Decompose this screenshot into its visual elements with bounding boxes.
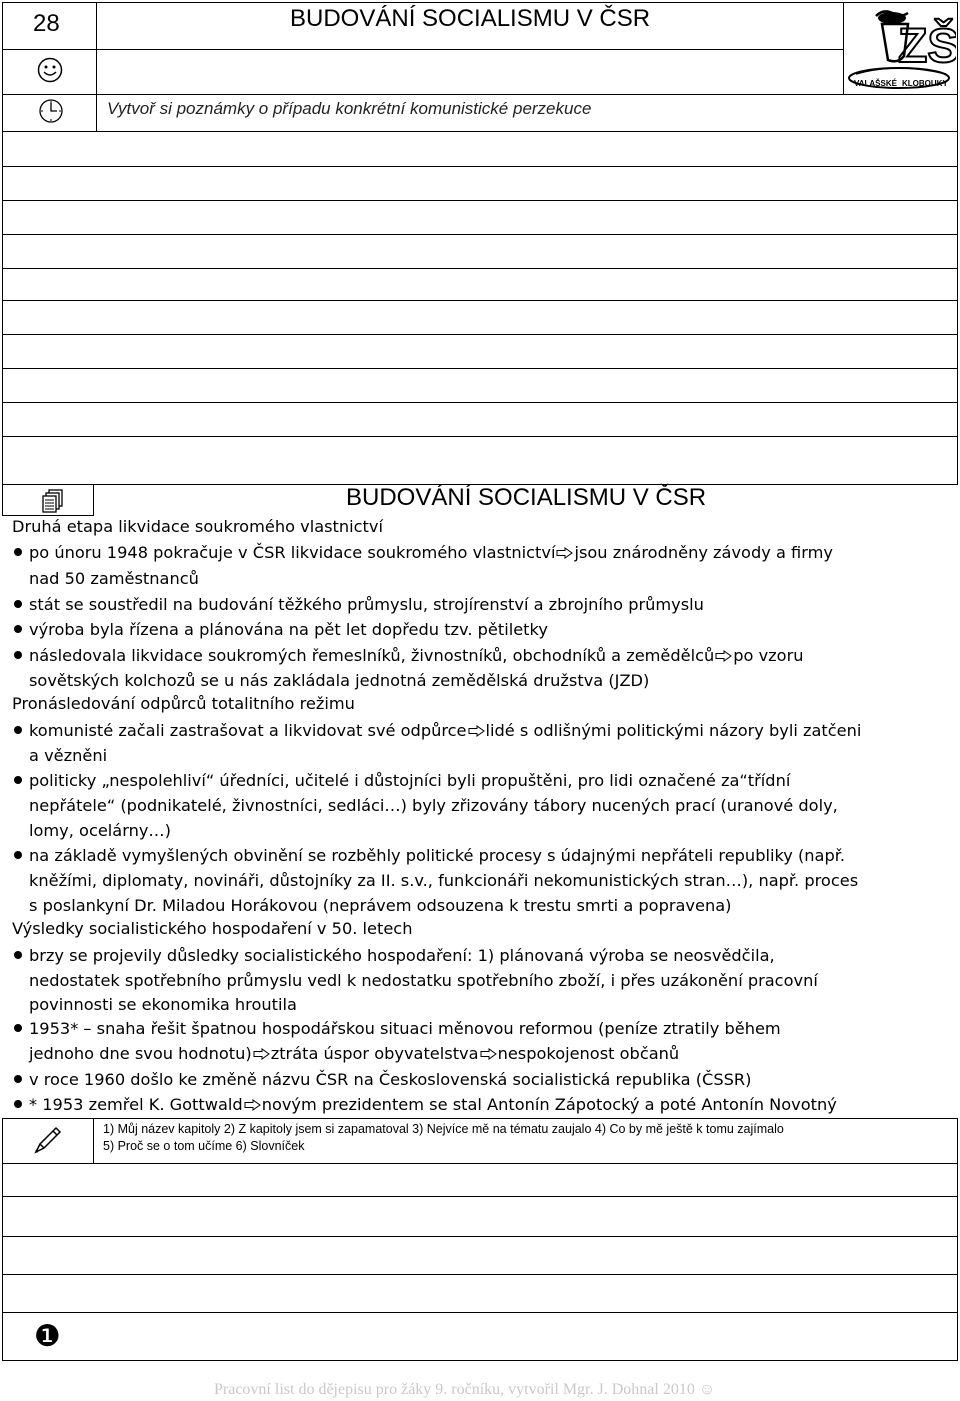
arrow-right-icon	[468, 725, 485, 737]
text-line: v roce 1960 došlo ke změně názvu ČSR na Československá socialistická republika (ČSSR)	[29, 1070, 752, 1089]
text-line: * 1953 zemřel K. Gottwald novým prezidentem se stal Antonín Zápotocký a poté Antonín Novotný	[29, 1095, 837, 1114]
notes-line	[2, 368, 958, 369]
answer-line	[2, 1236, 958, 1237]
footer-credit: Pracovní list do dějepisu pro žáky 9. ročníku, vytvořil Mgr. J. Dohnal 2010 ☺	[214, 1381, 716, 1398]
school-logo	[846, 4, 956, 92]
notes-left-border	[2, 132, 3, 484]
bullet	[14, 1024, 22, 1032]
arrow-right-icon	[715, 650, 732, 662]
logo-text-right: KLOBOUKY	[902, 79, 948, 88]
text-line: nedostatek spotřebního průmyslu vedl k nedostatku spotřebního zboží, i přes uzákonění pracovní	[29, 971, 818, 990]
text-line: politicky „nespolehliví“ úředníci, učitelé i důstojníci byli propuštěni, pro lidi označené za“třídní	[29, 771, 791, 790]
answer-line	[2, 1312, 958, 1313]
bullet	[14, 1100, 22, 1108]
bullet	[14, 625, 22, 633]
answer-left-border	[2, 1164, 3, 1360]
notes-line	[2, 234, 958, 235]
page-title: BUDOVÁNÍ SOCIALISMU V ČSR	[290, 5, 651, 32]
text-line: 1953* – snaha řešit špatnou hospodářskou situaci měnovou reformou (peníze ztratily během	[29, 1019, 781, 1038]
section-title: BUDOVÁNÍ SOCIALISMU V ČSR	[346, 484, 707, 511]
text-line: stát se soustředil na budování těžkého průmyslu, strojírenství a zbrojního průmyslu	[29, 595, 704, 614]
notes-line	[2, 436, 958, 437]
answer-line	[2, 1274, 958, 1275]
notes-line	[2, 300, 958, 301]
subheading-economy: Výsledky socialistického hospodaření v 50. letech	[12, 919, 413, 938]
text-line: jednoho dne svou hodnotu) ztráta úspor obyvatelstva nespokojenost občanů	[29, 1044, 680, 1063]
number-one-marker: ❶	[34, 1319, 61, 1354]
text-line: brzy se projevily důsledky socialistického hospodaření: 1) plánovaná výroba se neosvědčila,	[29, 946, 775, 965]
text-line: sovětských kolchozů se u nás zakládala jednotná zemědělská družstva (JZD)	[29, 671, 650, 690]
arrow-right-icon	[556, 547, 573, 559]
bullet	[14, 1075, 22, 1083]
subheading-persecution: Pronásledování odpůrců totalitního režimu	[12, 694, 355, 713]
text-line: výroba byla řízena a plánována na pět let dopředu tzv. pětiletky	[29, 620, 548, 639]
text-line: následovala likvidace soukromých řemeslníků, živnostníků, obchodníků a zemědělců po vzoru	[29, 646, 804, 665]
reflection-prompt-line-1: 1) Můj název kapitoly 2) Z kapitoly jsem si zapamatoval 3) Nejvíce mě na tématu zaujalo 4) Co by mě ještě k tomu zajímalo	[103, 1122, 784, 1136]
notes-line	[2, 166, 958, 167]
arrow-right-icon	[480, 1048, 497, 1060]
text-line: a vězněni	[29, 746, 108, 765]
arrow-right-icon	[253, 1048, 270, 1060]
notes-right-border	[957, 132, 958, 484]
text-line: komunisté začali zastrašovat a likvidovat své odpůrce lidé s odlišnými politickými názory byli zatčeni	[29, 721, 862, 740]
task-text: Vytvoř si poznámky o případu konkrétní komunistické perzekuce	[107, 99, 592, 118]
text-line: nad 50 zaměstnanců	[29, 569, 199, 588]
answer-line	[2, 1196, 958, 1197]
smiley-row	[96, 49, 844, 95]
clock-icon	[38, 98, 64, 128]
answer-right-border	[957, 1164, 958, 1360]
answer-line	[2, 1360, 958, 1361]
arrow-right-icon	[244, 1099, 261, 1111]
smiley-icon	[37, 57, 63, 87]
text-line: po únoru 1948 pokračuje v ČSR likvidace soukromého vlastnictví jsou znárodněny závody a firmy	[29, 543, 833, 562]
logo-monogram: ZŠ	[898, 20, 956, 73]
notes-line	[2, 334, 958, 335]
bullet	[14, 951, 22, 959]
pencil-icon	[32, 1124, 64, 1160]
reflection-prompt-line-2: 5) Proč se o tom učíme 6) Slovníček	[103, 1139, 305, 1153]
text-line: na základě vymyšlených obvinění se rozběhly politické procesy s údajnými nepřáteli republiky (např.	[29, 846, 846, 865]
text-line: s poslankyní Dr. Miladou Horákovou (neprávem odsouzena k trestu smrti a popravena)	[29, 896, 732, 915]
page-number: 28	[33, 10, 60, 37]
logo-text-left: VALAŠSKÉ	[854, 79, 897, 88]
bullet	[14, 726, 22, 734]
bullet	[14, 548, 22, 556]
notes-line	[2, 200, 958, 201]
bullet	[14, 600, 22, 608]
text-line: kněžími, diplomaty, novináři, důstojníky za II. s.v., funkcionáři nekomunistických stran…), např. proces	[29, 871, 859, 890]
subheading-ownership: Druhá etapa likvidace soukromého vlastnictví	[12, 517, 383, 536]
bullet	[14, 651, 22, 659]
text-line: nepřátele“ (podnikatelé, živnostníci, sedláci…) byly zřizovány tábory nucených prací (uranové doly,	[29, 796, 838, 815]
notes-line	[2, 402, 958, 403]
notes-line	[2, 268, 958, 269]
text-line: lomy, ocelárny…)	[29, 821, 171, 840]
text-line: povinnosti se ekonomika hroutila	[29, 995, 297, 1014]
bullet	[14, 776, 22, 784]
bullet	[14, 851, 22, 859]
